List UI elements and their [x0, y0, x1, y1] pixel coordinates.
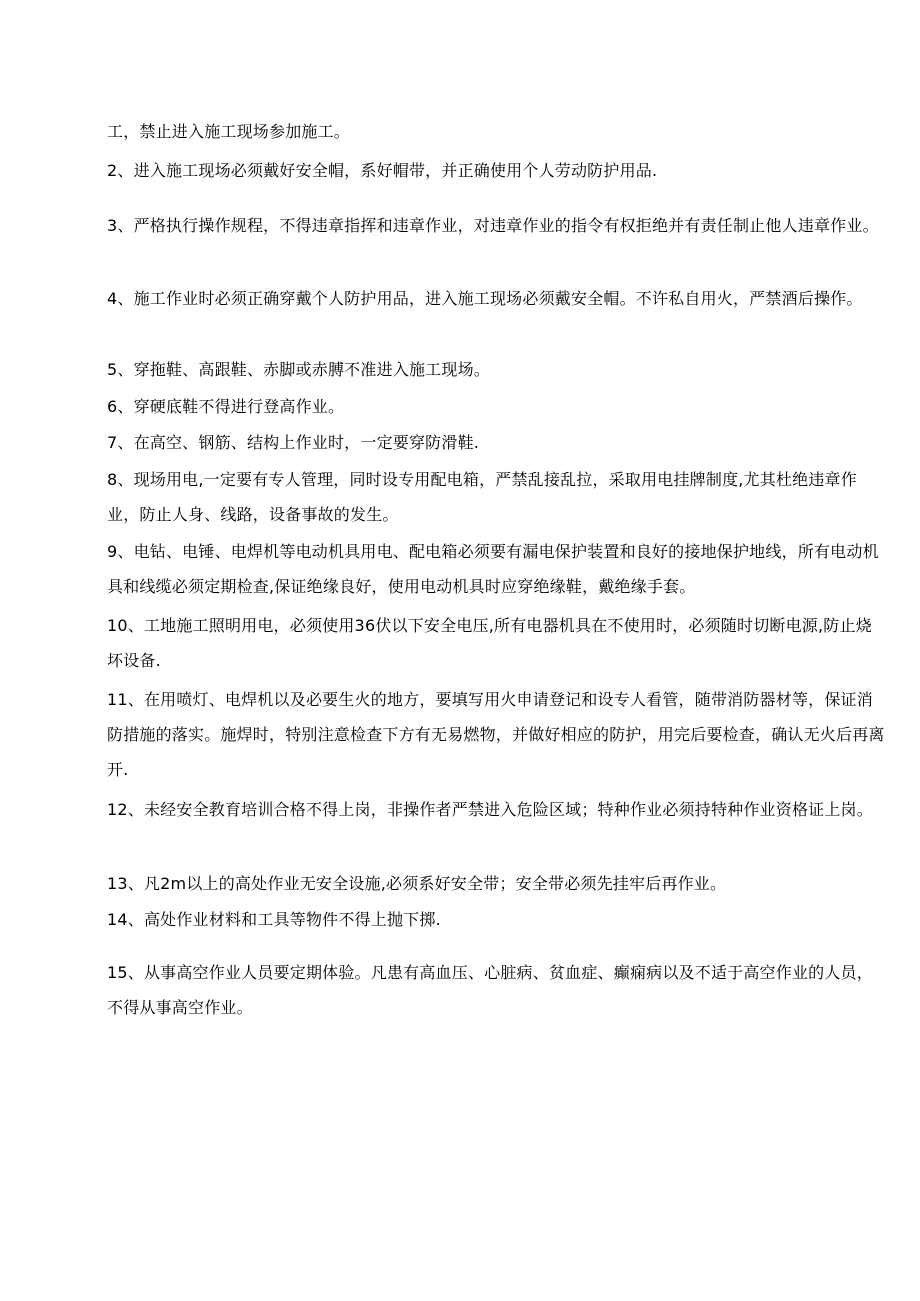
- rule-item-14: 14、高处作业材料和工具等物件不得上抛下掷.: [107, 910, 441, 929]
- rule-item-12: 12、未经安全教育培训合格不得上岗，非操作者严禁进入危险区域；特种作业必须持特种作业资格证上岗。: [107, 800, 873, 819]
- rule-item-2: 2、进入施工现场必须戴好安全帽，系好帽带，并正确使用个人劳动防护用品.: [107, 161, 658, 180]
- rule-item-7: 7、在高空、钢筋、结构上作业时，一定要穿防滑鞋.: [107, 433, 480, 452]
- rule-item-6: 6、穿硬底鞋不得进行登高作业。: [107, 397, 345, 416]
- rule-item-11: 11、在用喷灯、电焊机以及必要生火的地方，要填写用火申请登记和设专人看管，随带消防器材等，保证消防措施的落实。施焊时，特别注意检查下方有无易燃物，并做好相应的防护，用完后要检查，确认无火后再离开.: [107, 690, 885, 779]
- rule-item-5: 5、穿拖鞋、高跟鞋、赤脚或赤膊不准进入施工现场。: [107, 360, 490, 379]
- paragraph-continuation: 工，禁止进入施工现场参加施工。: [107, 122, 351, 141]
- rule-item-10: 10、工地施工照明用电，必须使用36伏以下安全电压,所有电器机具在不使用时，必须随时切断电源,防止烧坏设备.: [107, 616, 872, 670]
- rule-item-13: 13、凡2m以上的高处作业无安全设施,必须系好安全带；安全带必须先挂牢后再作业。: [107, 874, 727, 893]
- rule-item-3: 3、严格执行操作规程，不得违章指挥和违章作业，对违章作业的指令有权拒绝并有责任制止他人违章作业。: [107, 216, 879, 235]
- rule-item-8: 8、现场用电,一定要有专人管理，同时设专用配电箱，严禁乱接乱拉，采取用电挂牌制度,尤其杜绝违章作业，防止人身、线路，设备事故的发生。: [107, 470, 857, 524]
- rule-item-9: 9、电钻、电锤、电焊机等电动机具用电、配电箱必须要有漏电保护装置和良好的接地保护地线，所有电动机具和线缆必须定期检查,保证绝缘良好，使用电动机具时应穿绝缘鞋，戴绝缘手套。: [107, 542, 879, 596]
- rule-item-4: 4、施工作业时必须正确穿戴个人防护用品，进入施工现场必须戴安全帽。不许私自用火，严禁酒后操作。: [107, 289, 863, 308]
- rule-item-15: 15、从事高空作业人员要定期体验。凡患有高血压、心脏病、贫血症、癫痫病以及不适于高空作业的人员，不得从事高空作业。: [107, 963, 873, 1017]
